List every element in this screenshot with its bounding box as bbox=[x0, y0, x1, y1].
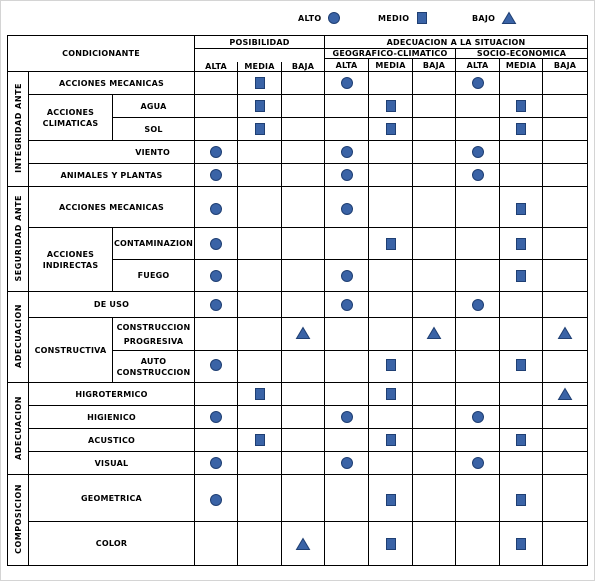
rating-cell-socio-alta bbox=[456, 260, 500, 292]
circle-icon bbox=[209, 298, 223, 312]
rating-cell-geo-alta bbox=[325, 406, 369, 429]
rating-cell-geo-alta bbox=[325, 383, 369, 406]
square-icon bbox=[384, 122, 398, 136]
rating-cell-posibilidad-alta bbox=[195, 141, 238, 164]
rating-cell-socio-alta bbox=[456, 452, 500, 475]
rating-cell-socio-alta bbox=[456, 118, 500, 141]
rating-cell-socio-baja bbox=[543, 292, 588, 318]
square-icon bbox=[253, 99, 267, 113]
rating-cell-geo-media bbox=[369, 72, 413, 95]
circle-icon bbox=[471, 298, 485, 312]
rating-cell-posibilidad-media bbox=[238, 164, 282, 187]
rating-cell-posibilidad-baja bbox=[282, 95, 325, 118]
rating-cell-posibilidad-media bbox=[238, 187, 282, 228]
rating-cell-geo-baja bbox=[413, 292, 456, 318]
rating-cell-geo-baja bbox=[413, 522, 456, 566]
rating-cell-posibilidad-alta bbox=[195, 475, 238, 522]
row-label-acciones-mecanicas-2: ACCIONES MECANICAS bbox=[29, 187, 195, 228]
rating-cell-posibilidad-media bbox=[238, 141, 282, 164]
square-icon bbox=[514, 202, 528, 216]
rating-cell-posibilidad-media bbox=[238, 72, 282, 95]
rating-cell-socio-media bbox=[500, 475, 543, 522]
construccion-line-2: CONSTRUCCION bbox=[116, 367, 191, 377]
rating-cell-posibilidad-alta bbox=[195, 72, 238, 95]
circle-icon bbox=[340, 410, 354, 424]
rating-cell-geo-media bbox=[369, 383, 413, 406]
rating-cell-socio-alta bbox=[456, 95, 500, 118]
square-icon bbox=[384, 358, 398, 372]
rating-cell-posibilidad-media bbox=[238, 260, 282, 292]
rating-cell-geo-alta bbox=[325, 95, 369, 118]
triangle-icon bbox=[501, 11, 517, 25]
square-icon bbox=[384, 433, 398, 447]
circle-icon bbox=[471, 456, 485, 470]
rating-cell-socio-alta bbox=[456, 72, 500, 95]
circle-icon bbox=[471, 168, 485, 182]
header-alta: ALTA bbox=[456, 59, 500, 72]
auto-line-1: AUTO bbox=[140, 356, 167, 366]
rating-cell-geo-baja bbox=[413, 95, 456, 118]
circle-icon bbox=[209, 237, 223, 251]
row-label-higrotermico: HIGROTERMICO bbox=[29, 383, 195, 406]
rating-cell-socio-media bbox=[500, 260, 543, 292]
rating-cell-geo-baja bbox=[413, 118, 456, 141]
rating-cell-geo-baja bbox=[413, 406, 456, 429]
square-icon bbox=[514, 358, 528, 372]
square-icon bbox=[384, 387, 398, 401]
row-label-acciones-indirectas: ACCIONES INDIRECTAS bbox=[29, 228, 113, 292]
rating-cell-geo-baja bbox=[413, 383, 456, 406]
rating-cell-socio-baja bbox=[543, 72, 588, 95]
rating-cell-socio-media bbox=[500, 164, 543, 187]
rating-cell-socio-alta bbox=[456, 292, 500, 318]
rating-cell-posibilidad-alta bbox=[195, 318, 238, 351]
header-baja: BAJA bbox=[413, 59, 456, 72]
header-posibilidad: POSIBILIDAD bbox=[195, 36, 325, 49]
rating-cell-geo-media bbox=[369, 118, 413, 141]
rating-cell-socio-media bbox=[500, 406, 543, 429]
rating-cell-geo-media bbox=[369, 351, 413, 383]
row-label-agua: AGUA bbox=[113, 95, 195, 118]
row-label-fuego: FUEGO bbox=[113, 260, 195, 292]
row-label-construccion-progresiva bbox=[113, 318, 195, 351]
square-icon bbox=[415, 11, 429, 25]
rating-cell-geo-alta bbox=[325, 475, 369, 522]
square-icon bbox=[514, 493, 528, 507]
rating-cell-socio-alta bbox=[456, 429, 500, 452]
rating-cell-geo-media bbox=[369, 260, 413, 292]
rating-cell-socio-media bbox=[500, 292, 543, 318]
rating-cell-posibilidad-alta bbox=[195, 351, 238, 383]
rating-cell-geo-baja bbox=[413, 141, 456, 164]
rating-cell-posibilidad-alta bbox=[195, 452, 238, 475]
row-label-sol: SOL bbox=[113, 118, 195, 141]
rating-cell-socio-baja bbox=[543, 383, 588, 406]
rating-cell-posibilidad-baja bbox=[282, 141, 325, 164]
rating-cell-socio-media bbox=[500, 452, 543, 475]
rating-cell-geo-baja bbox=[413, 72, 456, 95]
header-media: MEDIA bbox=[369, 59, 413, 72]
progresiva-line-2: PROGRESIVA bbox=[123, 336, 184, 346]
rating-cell-geo-baja bbox=[413, 164, 456, 187]
rating-cell-posibilidad-media bbox=[238, 452, 282, 475]
rating-cell-posibilidad-media bbox=[238, 292, 282, 318]
rating-cell-geo-media bbox=[369, 318, 413, 351]
rating-cell-socio-alta bbox=[456, 475, 500, 522]
row-label-acciones-climaticas: ACCIONES CLIMATICAS bbox=[29, 95, 113, 141]
circle-icon bbox=[340, 269, 354, 283]
rating-cell-socio-alta bbox=[456, 187, 500, 228]
circle-icon bbox=[209, 410, 223, 424]
rating-cell-socio-baja bbox=[543, 452, 588, 475]
circle-icon bbox=[340, 145, 354, 159]
rating-cell-posibilidad-alta bbox=[195, 228, 238, 260]
rating-cell-socio-baja bbox=[543, 228, 588, 260]
rating-cell-socio-baja bbox=[543, 406, 588, 429]
rating-cell-posibilidad-media bbox=[238, 475, 282, 522]
rating-cell-socio-alta bbox=[456, 406, 500, 429]
rating-cell-geo-alta bbox=[325, 260, 369, 292]
rating-cell-posibilidad-alta bbox=[195, 260, 238, 292]
rating-cell-posibilidad-alta bbox=[195, 429, 238, 452]
rating-cell-geo-alta bbox=[325, 72, 369, 95]
rating-cell-socio-baja bbox=[543, 429, 588, 452]
rating-cell-posibilidad-media bbox=[238, 118, 282, 141]
rating-cell-posibilidad-alta bbox=[195, 95, 238, 118]
rating-cell-geo-media bbox=[369, 292, 413, 318]
header-adecuacion: ADECUACION A LA SITUACION bbox=[325, 36, 588, 49]
rating-cell-socio-media bbox=[500, 318, 543, 351]
rating-cell-posibilidad-baja bbox=[282, 228, 325, 260]
circle-icon bbox=[209, 168, 223, 182]
group-integridad: INTEGRIDAD ANTE bbox=[8, 72, 29, 187]
header-media: MEDIA bbox=[238, 62, 282, 71]
square-icon bbox=[384, 99, 398, 113]
rating-cell-geo-alta bbox=[325, 522, 369, 566]
construccion-line-1: CONSTRUCCION bbox=[116, 322, 191, 332]
rating-cell-posibilidad-media bbox=[238, 228, 282, 260]
rating-cell-socio-alta bbox=[456, 141, 500, 164]
square-icon bbox=[253, 387, 267, 401]
square-icon bbox=[253, 122, 267, 136]
circle-icon bbox=[209, 493, 223, 507]
rating-cell-geo-media bbox=[369, 95, 413, 118]
rating-cell-posibilidad-alta bbox=[195, 118, 238, 141]
group-composicion: COMPOSICION bbox=[8, 475, 29, 566]
legend-item-medio bbox=[378, 9, 429, 27]
circle-icon bbox=[340, 202, 354, 216]
rating-cell-posibilidad-baja bbox=[282, 260, 325, 292]
rating-cell-posibilidad-alta bbox=[195, 187, 238, 228]
square-icon bbox=[514, 99, 528, 113]
header-baja: BAJA bbox=[543, 59, 588, 72]
rating-cell-geo-media bbox=[369, 141, 413, 164]
rating-cell-posibilidad-media bbox=[238, 429, 282, 452]
rating-cell-posibilidad-media bbox=[238, 522, 282, 566]
circle-icon bbox=[471, 76, 485, 90]
row-label-de-uso: DE USO bbox=[29, 292, 195, 318]
rating-cell-posibilidad-baja bbox=[282, 318, 325, 351]
rating-cell-posibilidad-media bbox=[238, 318, 282, 351]
header-socio: SOCIO-ECONOMICA bbox=[456, 49, 588, 59]
square-icon bbox=[514, 433, 528, 447]
rating-cell-geo-alta bbox=[325, 429, 369, 452]
row-label-auto-construccion bbox=[113, 351, 195, 383]
rating-cell-socio-baja bbox=[543, 522, 588, 566]
rating-cell-geo-media bbox=[369, 228, 413, 260]
legend-label-alto: ALTO bbox=[298, 13, 322, 23]
rating-cell-socio-media bbox=[500, 187, 543, 228]
square-icon bbox=[384, 493, 398, 507]
square-icon bbox=[253, 76, 267, 90]
rating-cell-socio-alta bbox=[456, 351, 500, 383]
rating-cell-geo-media bbox=[369, 475, 413, 522]
row-label-animales: ANIMALES Y PLANTAS bbox=[29, 164, 195, 187]
square-icon bbox=[514, 237, 528, 251]
rating-cell-socio-baja bbox=[543, 164, 588, 187]
header-posibilidad-sub bbox=[195, 49, 325, 72]
rating-cell-geo-alta bbox=[325, 141, 369, 164]
rating-cell-posibilidad-alta bbox=[195, 164, 238, 187]
rating-cell-geo-alta bbox=[325, 118, 369, 141]
rating-cell-socio-baja bbox=[543, 260, 588, 292]
rating-cell-socio-media bbox=[500, 383, 543, 406]
rating-cell-geo-baja bbox=[413, 429, 456, 452]
rating-cell-geo-baja bbox=[413, 260, 456, 292]
rating-cell-socio-baja bbox=[543, 318, 588, 351]
rating-cell-socio-baja bbox=[543, 187, 588, 228]
rating-cell-geo-alta bbox=[325, 292, 369, 318]
circle-icon bbox=[340, 168, 354, 182]
condicionante-matrix bbox=[7, 35, 588, 566]
rating-cell-socio-alta bbox=[456, 228, 500, 260]
rating-cell-geo-media bbox=[369, 187, 413, 228]
rating-cell-posibilidad-baja bbox=[282, 164, 325, 187]
rating-cell-geo-baja bbox=[413, 351, 456, 383]
legend bbox=[0, 9, 595, 27]
circle-icon bbox=[340, 298, 354, 312]
rating-cell-posibilidad-media bbox=[238, 383, 282, 406]
rating-cell-posibilidad-alta bbox=[195, 522, 238, 566]
rating-cell-geo-media bbox=[369, 429, 413, 452]
rating-cell-socio-media bbox=[500, 118, 543, 141]
row-label-constructiva: CONSTRUCTIVA bbox=[29, 318, 113, 383]
rating-cell-geo-baja bbox=[413, 228, 456, 260]
header-alta: ALTA bbox=[325, 59, 369, 72]
triangle-icon bbox=[557, 387, 573, 401]
rating-cell-socio-media bbox=[500, 72, 543, 95]
rating-cell-geo-alta bbox=[325, 452, 369, 475]
rating-cell-posibilidad-baja bbox=[282, 118, 325, 141]
rating-cell-geo-alta bbox=[325, 318, 369, 351]
circle-icon bbox=[209, 145, 223, 159]
row-label-acciones-mecanicas: ACCIONES MECANICAS bbox=[29, 72, 195, 95]
rating-cell-geo-alta bbox=[325, 187, 369, 228]
triangle-icon bbox=[295, 537, 311, 551]
rating-cell-socio-alta bbox=[456, 164, 500, 187]
circle-icon bbox=[471, 410, 485, 424]
square-icon bbox=[253, 433, 267, 447]
rating-cell-socio-media bbox=[500, 228, 543, 260]
header-baja: BAJA bbox=[291, 62, 315, 71]
rating-cell-geo-baja bbox=[413, 452, 456, 475]
legend-item-bajo bbox=[472, 9, 517, 27]
rating-cell-socio-baja bbox=[543, 141, 588, 164]
row-label-acustico: ACUSTICO bbox=[29, 429, 195, 452]
rating-cell-geo-media bbox=[369, 406, 413, 429]
rating-cell-posibilidad-media bbox=[238, 95, 282, 118]
rating-cell-socio-media bbox=[500, 141, 543, 164]
rating-cell-socio-media bbox=[500, 522, 543, 566]
rating-cell-posibilidad-media bbox=[238, 406, 282, 429]
rating-cell-socio-media bbox=[500, 429, 543, 452]
row-label-viento: VIENTO bbox=[29, 141, 195, 164]
rating-cell-socio-media bbox=[500, 95, 543, 118]
rating-cell-posibilidad-media bbox=[238, 351, 282, 383]
circle-icon bbox=[340, 76, 354, 90]
circle-icon bbox=[209, 456, 223, 470]
group-adecuacion-uso: ADECUACION bbox=[8, 383, 29, 475]
legend-label-bajo: BAJO bbox=[472, 13, 496, 23]
rating-cell-posibilidad-baja bbox=[282, 475, 325, 522]
rating-cell-socio-alta bbox=[456, 522, 500, 566]
rating-cell-socio-baja bbox=[543, 475, 588, 522]
row-label-color: COLOR bbox=[29, 522, 195, 566]
header-alta: ALTA bbox=[195, 62, 238, 71]
row-label-geometrica: GEOMETRICA bbox=[29, 475, 195, 522]
square-icon bbox=[514, 537, 528, 551]
rating-cell-socio-baja bbox=[543, 118, 588, 141]
row-label-contaminacion: CONTAMINAZION bbox=[113, 228, 195, 260]
rating-cell-posibilidad-alta bbox=[195, 383, 238, 406]
rating-cell-geo-alta bbox=[325, 228, 369, 260]
rating-cell-posibilidad-baja bbox=[282, 406, 325, 429]
legend-item-alto bbox=[298, 9, 341, 27]
rating-cell-geo-baja bbox=[413, 187, 456, 228]
rating-cell-posibilidad-baja bbox=[282, 292, 325, 318]
rating-cell-geo-alta bbox=[325, 351, 369, 383]
rating-cell-posibilidad-baja bbox=[282, 522, 325, 566]
group-adecuacion-constructiva: ADECUACION bbox=[8, 292, 29, 383]
rating-cell-geo-baja bbox=[413, 318, 456, 351]
square-icon bbox=[384, 537, 398, 551]
square-icon bbox=[514, 122, 528, 136]
square-icon bbox=[514, 269, 528, 283]
circle-icon bbox=[471, 145, 485, 159]
circle-icon bbox=[209, 202, 223, 216]
rating-cell-posibilidad-baja bbox=[282, 72, 325, 95]
rating-cell-geo-media bbox=[369, 452, 413, 475]
rating-cell-posibilidad-baja bbox=[282, 351, 325, 383]
rating-cell-posibilidad-baja bbox=[282, 429, 325, 452]
header-geo: GEOGRAFICO-CLIMATICO bbox=[325, 49, 456, 59]
row-label-visual: VISUAL bbox=[29, 452, 195, 475]
legend-label-medio: MEDIO bbox=[378, 13, 410, 23]
rating-cell-socio-baja bbox=[543, 351, 588, 383]
rating-cell-socio-alta bbox=[456, 318, 500, 351]
triangle-icon bbox=[557, 326, 573, 340]
rating-cell-socio-alta bbox=[456, 383, 500, 406]
rating-cell-socio-media bbox=[500, 351, 543, 383]
triangle-icon bbox=[295, 326, 311, 340]
rating-cell-socio-baja bbox=[543, 95, 588, 118]
group-seguridad: SEGURIDAD ANTE bbox=[8, 187, 29, 292]
circle-icon bbox=[327, 11, 341, 25]
circle-icon bbox=[209, 358, 223, 372]
circle-icon bbox=[340, 456, 354, 470]
square-icon bbox=[384, 237, 398, 251]
rating-cell-posibilidad-baja bbox=[282, 452, 325, 475]
rating-cell-geo-baja bbox=[413, 475, 456, 522]
rating-cell-posibilidad-alta bbox=[195, 292, 238, 318]
triangle-icon bbox=[426, 326, 442, 340]
rating-cell-geo-media bbox=[369, 522, 413, 566]
rating-cell-posibilidad-alta bbox=[195, 406, 238, 429]
rating-cell-geo-alta bbox=[325, 164, 369, 187]
row-label-higienico: HIGIENICO bbox=[29, 406, 195, 429]
header-condicionante: CONDICIONANTE bbox=[8, 36, 195, 72]
rating-cell-posibilidad-baja bbox=[282, 383, 325, 406]
rating-cell-geo-media bbox=[369, 164, 413, 187]
header-media: MEDIA bbox=[500, 59, 543, 72]
rating-cell-posibilidad-baja bbox=[282, 187, 325, 228]
circle-icon bbox=[209, 269, 223, 283]
